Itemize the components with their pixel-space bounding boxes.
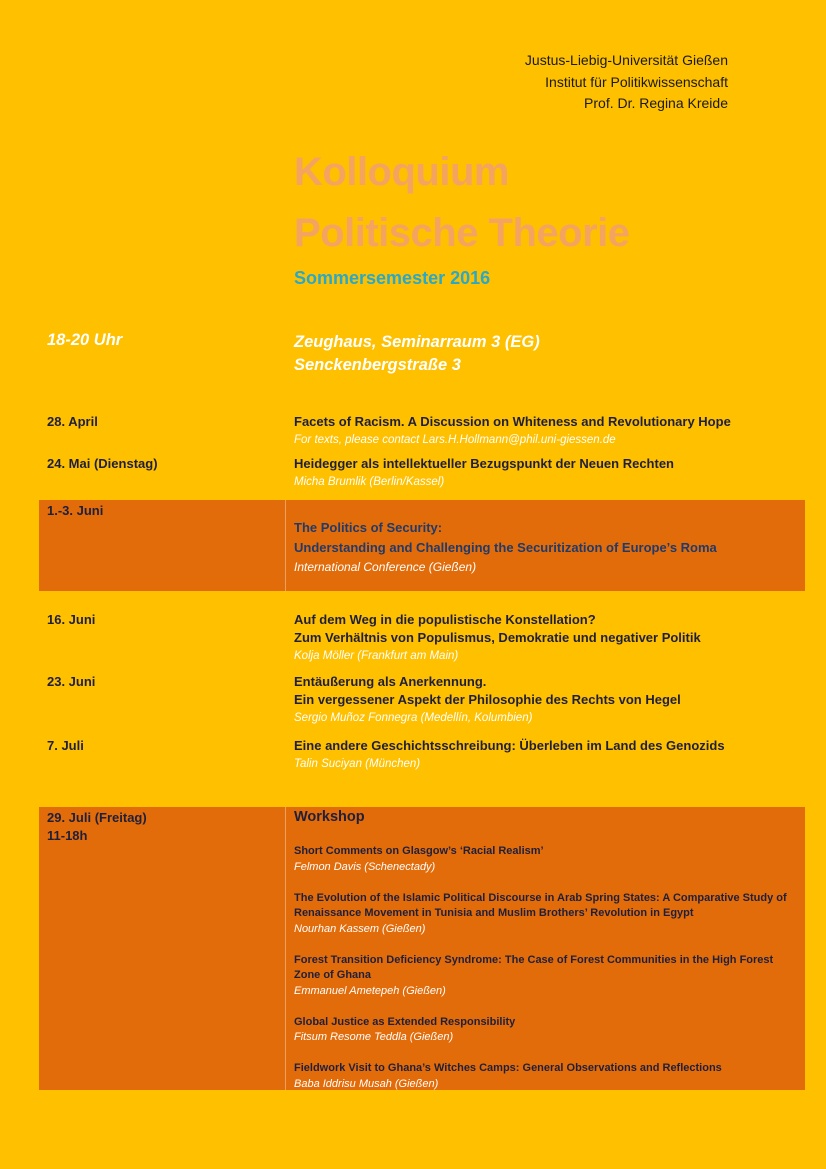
- session-speaker: Micha Brumlik (Berlin/Kassel): [294, 476, 445, 488]
- professor-name: Prof. Dr. Regina Kreide: [584, 95, 728, 111]
- workshop-item-speaker: Fitsum Resome Teddla (Gießen): [294, 1031, 454, 1043]
- session-title: Eine andere Geschichtsschreibung: Überleben im Land des Genozids: [294, 738, 725, 753]
- session-title-line2: Zum Verhältnis von Populismus, Demokratie und negativer Politik: [294, 630, 701, 645]
- workshop-item-title: Fieldwork Visit to Ghana’s Witches Camps: General Observations and Reflections: [294, 1062, 722, 1074]
- session-entry: [294, 611, 804, 665]
- session-speaker: Kolja Möller (Frankfurt am Main): [294, 650, 459, 662]
- workshop-program: [294, 809, 797, 1092]
- workshop-item-speaker: Felmon Davis (Schenectady): [294, 860, 436, 873]
- workshop-item: [294, 844, 797, 875]
- session-date: 28. April: [47, 414, 98, 429]
- conference-title-line1: The Politics of Security:: [294, 520, 443, 535]
- workshop-item-speaker: Emmanuel Ametepeh (Gießen): [294, 984, 446, 997]
- session-date: 23. Juni: [47, 674, 96, 689]
- time-info: 18-20 Uhr: [47, 331, 123, 349]
- page-title-line2: Politische Theorie: [294, 211, 630, 255]
- session-speaker: Sergio Muñoz Fonnegra (Medellín, Kolumbien): [294, 712, 533, 724]
- conference-subtitle: International Conference (Gießen): [294, 560, 477, 574]
- workshop-item-title: Forest Transition Deficiency Syndrome: The Case of Forest Communities in the High Forest Zone of Ghana: [294, 953, 774, 981]
- workshop-item-speaker: Nourhan Kassem (Gießen): [294, 922, 426, 935]
- session-date: 24. Mai (Dienstag): [47, 456, 158, 471]
- workshop-box: [39, 807, 805, 1090]
- session-title: Entäußerung als Anerkennung.: [294, 674, 487, 689]
- workshop-date-block: [47, 809, 147, 845]
- page-title-line1: Kolloquium: [294, 150, 509, 194]
- conference-title-line2: Understanding and Challenging the Securitization of Europe’s Roma: [294, 540, 717, 555]
- column-divider: [285, 500, 286, 591]
- conference-date: 1.-3. Juni: [47, 503, 104, 518]
- session-entry: [294, 737, 804, 773]
- session-speaker: Talin Suciyan (München): [294, 758, 421, 770]
- session-date: 7. Juli: [47, 738, 84, 753]
- session-entry: [294, 673, 804, 727]
- workshop-item-title: The Evolution of the Islamic Political Discourse in Arab Spring States: A Comparative Study of Renaissance Movement in Tunisia and Muslim Brothers’ Revolution in Egypt: [294, 891, 787, 919]
- university-name: Justus-Liebig-Universität Gießen: [524, 52, 728, 68]
- workshop-item-title: Short Comments on Glasgow’s ‘Racial Realism’: [294, 845, 544, 857]
- workshop-item-speaker: Baba Iddrisu Musah (Gießen): [294, 1077, 439, 1090]
- conference-entry: [294, 518, 717, 576]
- place-info: [294, 331, 540, 377]
- semester-label: Sommersemester 2016: [294, 268, 491, 288]
- institution-header: [525, 50, 728, 115]
- workshop-date: 29. Juli (Freitag): [47, 810, 147, 825]
- conference-box: [39, 500, 805, 591]
- session-title-line2: Ein vergessener Aspekt der Philosophie des Rechts von Hegel: [294, 692, 681, 707]
- session-title: Heidegger als intellektueller Bezugspunkt der Neuen Rechten: [294, 456, 674, 471]
- session-date: 16. Juni: [47, 612, 96, 627]
- session-speaker: For texts, please contact Lars.H.Hollmann@phil.uni-giessen.de: [294, 434, 616, 446]
- place-line2: Senckenbergstraße 3: [294, 356, 461, 374]
- workshop-item-title: Global Justice as Extended Responsibility: [294, 1015, 516, 1028]
- institute-name: Institut für Politikwissenschaft: [545, 73, 728, 90]
- workshop-time: 11-18h: [47, 828, 88, 843]
- session-entry: [294, 413, 804, 449]
- column-divider: [285, 807, 286, 1090]
- session-title: Facets of Racism. A Discussion on Whiteness and Revolutionary Hope: [294, 414, 731, 429]
- workshop-item: [294, 1061, 797, 1092]
- workshop-heading: Workshop: [294, 809, 365, 825]
- session-title: Auf dem Weg in die populistische Konstellation?: [294, 612, 596, 627]
- workshop-item: [294, 891, 797, 937]
- place-line1: Zeughaus, Seminarraum 3 (EG): [294, 333, 540, 351]
- workshop-item: [294, 953, 797, 999]
- session-entry: [294, 455, 804, 491]
- workshop-item: [294, 1015, 797, 1046]
